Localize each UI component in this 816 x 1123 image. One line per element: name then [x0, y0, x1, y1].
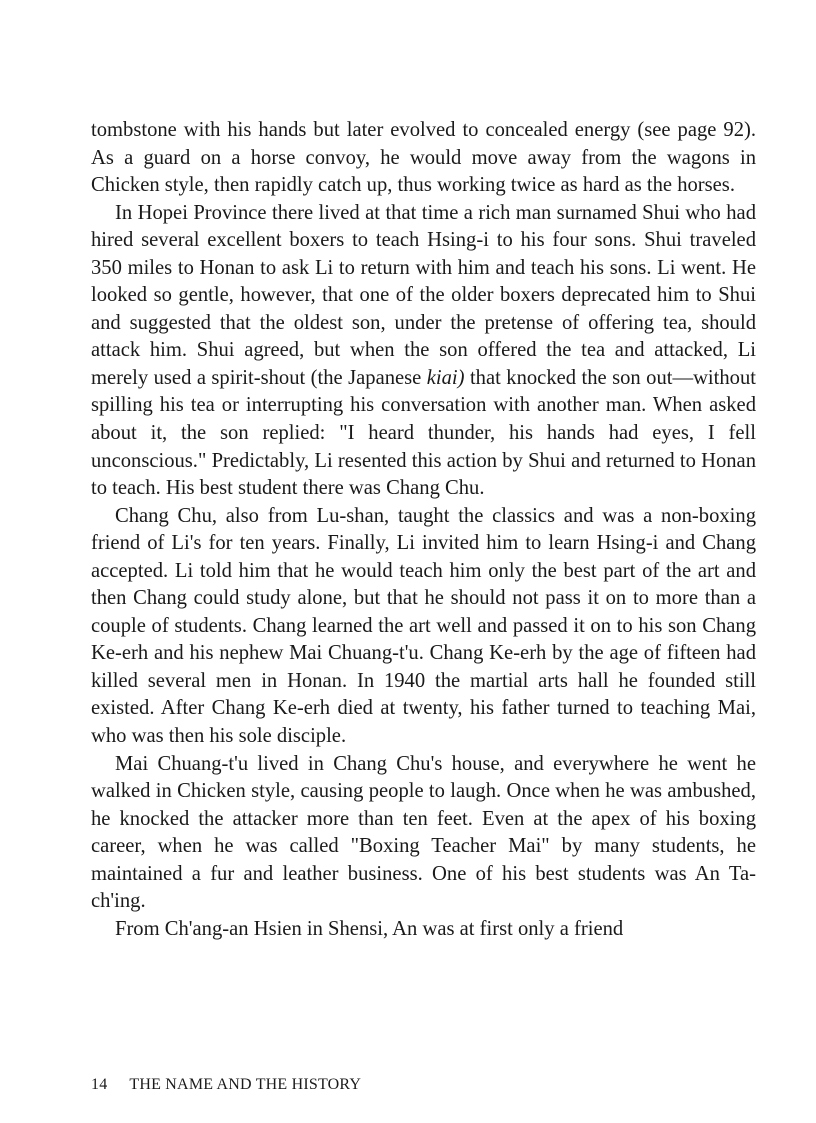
paragraph-3: Chang Chu, also from Lu-shan, taught the classics and was a non-boxing friend of Li's for ten years. Finally, Li invited him to learn Hsing-i and Chang accepted. Li told him that he would teach him only the best part of the art and then Chang could study alone, but that he should not pass it on to more than a couple of students. Chang learned the art well and passed it on to his son Chang Ke-erh and his nephew Mai Chuang-t'u. Chang Ke-erh by the age of fifteen had killed several men in Honan. In 1940 the martial arts hall he founded still existed. After Chang Ke-erh died at twenty, his father turned to teaching Mai, who was then his sole disciple.	[91, 504, 756, 748]
paragraph-4: Mai Chuang-t'u lived in Chang Chu's house, and everywhere he went he walked in Chicken style, causing people to laugh. Once when he was ambushed, he knocked the attacker more than ten feet. Even at the apex of his boxing career, when he was called "Boxing Teacher Mai" by many students, he maintained a fur and leather business. One of his best students was An Ta-ch'ing.	[91, 752, 756, 913]
paragraph-5: From Ch'ang-an Hsien in Shensi, An was at first only a friend	[115, 917, 624, 940]
paragraph-2-emphasis: kiai)	[426, 366, 465, 389]
paragraph-1: tombstone with his hands but later evolved to concealed energy (see page 92). As a guard on a horse convoy, he would move away from the wagons in Chicken style, then rapidly catch up, thus working twice as hard as the horses.	[91, 119, 756, 197]
page-body	[91, 117, 756, 943]
page-number: 14	[91, 1076, 108, 1093]
page-footer	[91, 1076, 361, 1094]
paragraph-2-before: In Hopei Province there lived at that time a rich man surnamed Shui who had hired several excellent boxers to teach Hsing-i to his four sons. Shui traveled 350 miles to Honan to ask Li to return with him and teach his sons. Li went. He looked so gentle, however, that one of the older boxers deprecated him to Shui and suggested that the oldest son, under the pretense of offering tea, should attack him. Shui agreed, but when the son offered the tea and attacked, Li merely used a spirit-shout (the Japanese	[91, 201, 756, 389]
paragraph-2-after: that knocked the son out—without spilling his tea or interrupting his conversation with another man. When asked about it, the son replied: "I heard thunder, his hands had eyes, I fell unconscious." Predictably, Li resented this action by Shui and returned to Honan to teach. His best student there was Chang Chu.	[91, 366, 756, 500]
paragraph-2	[91, 200, 756, 503]
running-title: THE NAME AND THE HISTORY	[129, 1076, 362, 1093]
